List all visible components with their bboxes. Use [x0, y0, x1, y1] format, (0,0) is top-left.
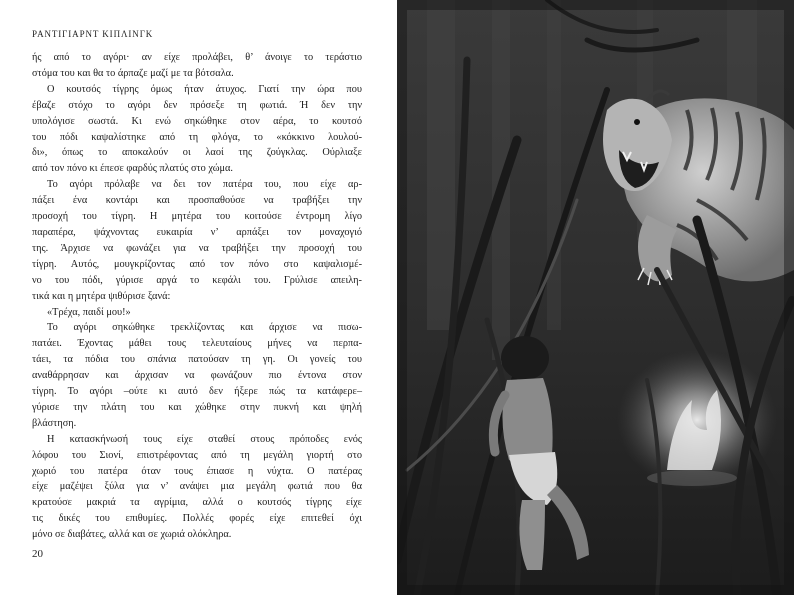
text-line: τίγρη. Αυτός, μουγκρίζοντας από τον πόνο στο καψαλισμέ-	[32, 258, 362, 270]
text-line: χωριό του πατέρα όταν τους έπιασε η νύχτα. Ο πατέρας	[32, 465, 362, 477]
text-line: μόνο σε διαβάτες, αλλά και σε χωριά ολόκληρα.	[32, 529, 232, 541]
text-line: νο του πόδι, γύρισε αργά το κεφάλι του. Γρύλισε απειλη-	[32, 274, 362, 286]
text-line: κρατούσε μακριά τα αγρίμια, αλλά ο κουτσός τίγρης είχε	[32, 497, 362, 509]
text-line: Ο κουτσός τίγρης όμως ήταν άτυχος. Γιατί την ώρα που	[47, 83, 362, 95]
text-line: παραπέρα, ψάχνοντας ευκαιρία ν’ αρπάξει τον μοναχογιό	[32, 226, 362, 238]
page-number: 20	[32, 548, 43, 560]
text-line: του πόδι καψαλίστηκε από τη φλόγα, το «κόκκινο λουλού-	[32, 131, 362, 143]
text-line: ής από το αγόρι· αν είχε προλάβει, θ’ άνοιγε το τεράστιο	[32, 52, 362, 63]
text-line: Το αγόρι πρόλαβε να δει τον πατέρα του, που είχε αρ-	[47, 179, 362, 191]
text-line: τις δικές του επιθυμίες. Πολλές φορές είχε επιτεθεί όχι	[32, 513, 362, 525]
text-line: έβαζε στόχο το αγόρι δεν πρόσεξε τη φωτιά. Ή δεν την	[32, 99, 362, 111]
text-line: υπολόγισε σωστά. Κι ενώ σηκώθηκε στον αέρα, το κουτσό	[32, 115, 362, 127]
text-line: τίγρη. Το αγόρι –ούτε κι αυτό δεν ήξερε πώς τα κατάφερε–	[32, 386, 362, 398]
text-line: Η κατασκήνωσή τους είχε σταθεί στους πρόποδες ενός	[47, 433, 362, 445]
text-line: αναθάρρησαν και άρχισαν να φωνάζουν πιο έντονα στον	[32, 370, 362, 382]
text-line: πάξει ένα κοντάρι και προσπαθούσε να τραβήξει την	[32, 195, 362, 207]
text-line: της. Άρχισε να φωνάζει για να τραβήξει την προσοχή του	[32, 242, 362, 254]
text-line: γύρισε την πλάτη του και χώθηκε στην πυκνή και ψηλή	[32, 401, 362, 413]
text-line: τικά και η μητέρα ψιθύρισε ξανά:	[32, 290, 171, 302]
text-line: δι», όπως το αποκαλούν οι λαοί της ζούγκλας. Ούρλιαξε	[32, 147, 362, 159]
text-line: από τον πόνο κι έπεσε φαρδύς πλατύς στο χώμα.	[32, 163, 233, 175]
running-head: ΡΑΝΤΙΓΙΑΡΝΤ ΚΙΠΛΙΝΓΚ	[32, 29, 154, 39]
body-text	[32, 50, 362, 543]
text-line: βλάστηση.	[32, 417, 77, 429]
text-line: προσοχή του τίγρη. Η μητέρα του κοιτούσε έντρομη λίγο	[32, 211, 362, 223]
illustration-page	[397, 0, 794, 595]
text-line: στόμα του και θα το άρπαζε μαζί με τα βότσαλα.	[32, 67, 234, 79]
text-line: λόφου του Σιονί, επιστρέφοντας από τη μεγάλη γιορτή στο	[32, 449, 362, 461]
text-line: είχε μαζέψει ξύλα για ν’ ανάψει μια μεγάλη φωτιά που θα	[32, 481, 362, 493]
text-line: Το αγόρι σηκώθηκε τρεκλίζοντας και άρχισε να πισω-	[47, 322, 362, 334]
text-line: πατάει. Έχοντας μάθει τους τελευταίους μήνες να περπα-	[32, 338, 362, 350]
text-line: τάει, τα πόδια του σπάνια πατούσαν τη γη. Οι γονείς του	[32, 354, 362, 366]
jungle-tiger-illustration	[397, 0, 794, 595]
text-line: «Τρέχα, παιδί μου!»	[47, 306, 131, 318]
